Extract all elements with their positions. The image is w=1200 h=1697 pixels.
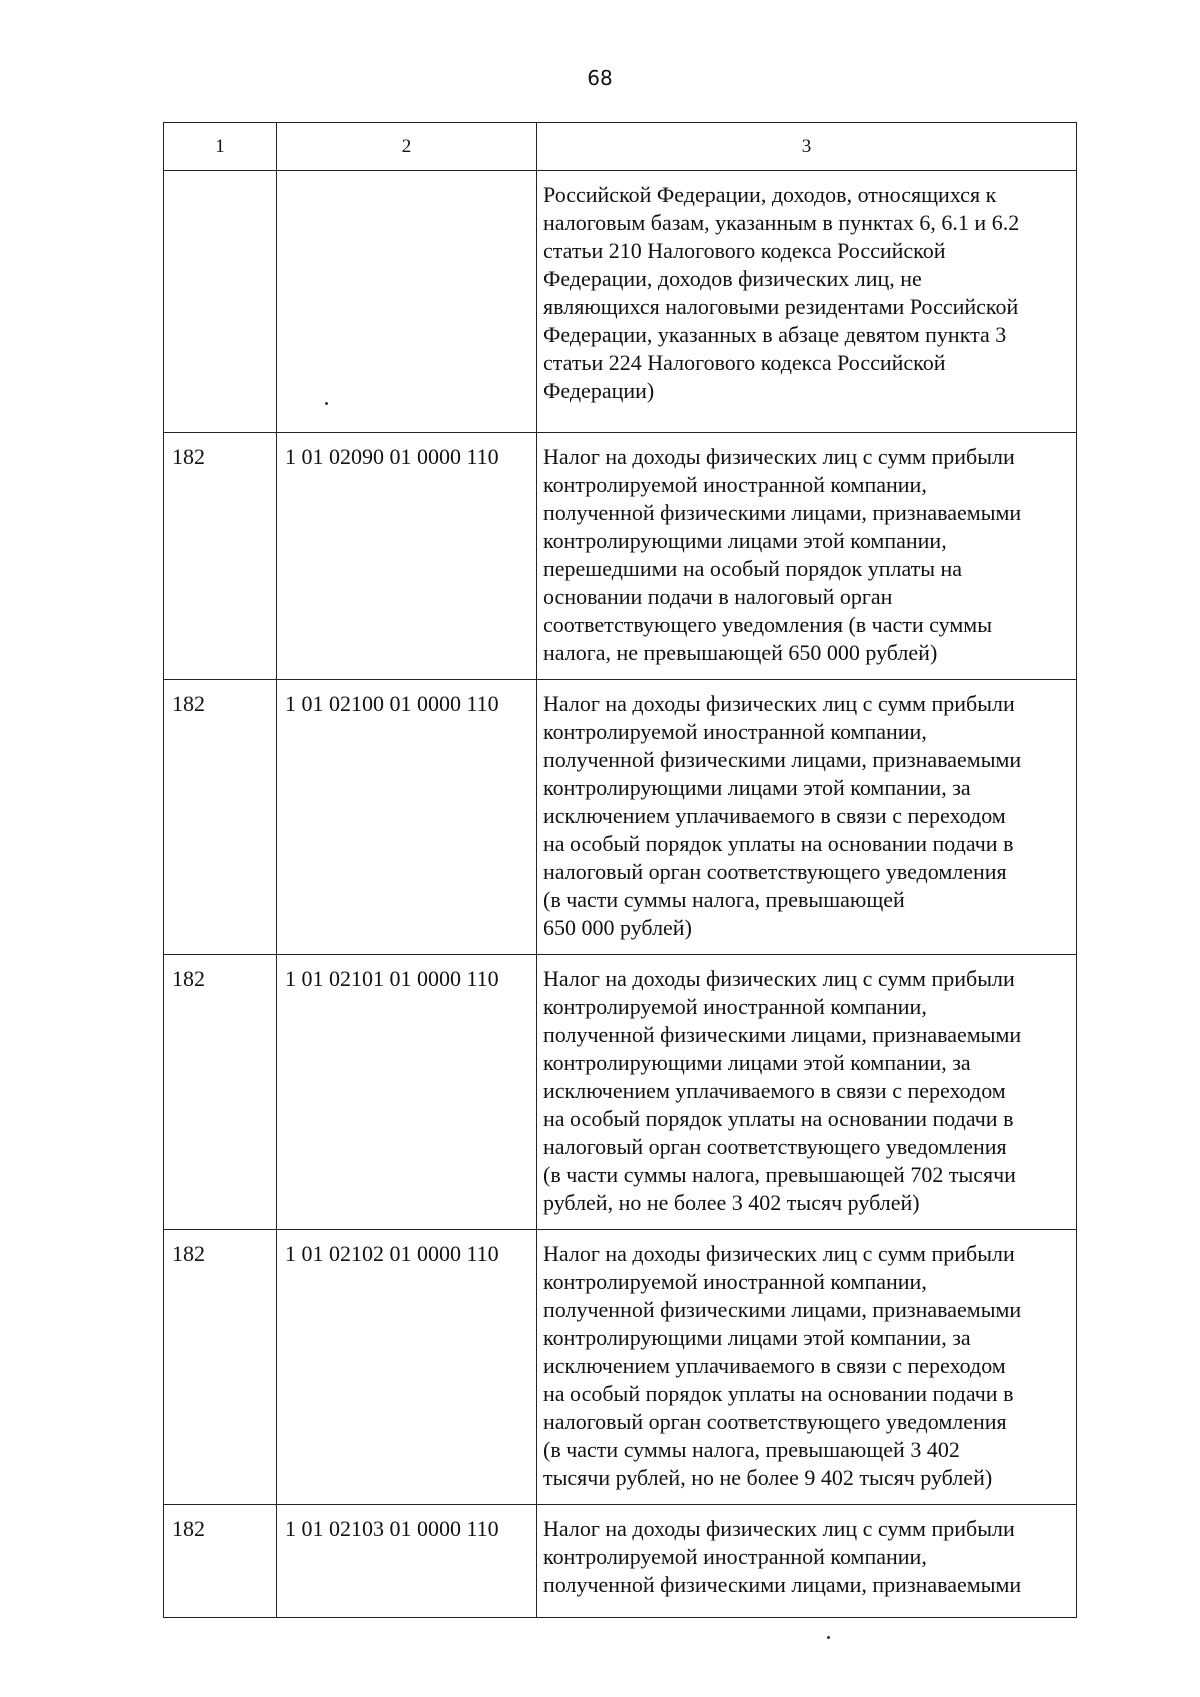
- description-line: налоговый орган соответствующего уведомления: [543, 1409, 1007, 1434]
- description-line: на особый порядок уплаты на основании подачи в: [543, 831, 1014, 856]
- description-cell: [537, 171, 1077, 433]
- description-line: (в части суммы налога, превышающей: [543, 887, 905, 912]
- income-code-cell: [277, 171, 537, 433]
- description-cell: [537, 680, 1077, 955]
- description-line: на особый порядок уплаты на основании подачи в: [543, 1381, 1014, 1406]
- description-line: контролируемой иностранной компании,: [543, 1269, 927, 1294]
- description-line: контролируемой иностранной компании,: [543, 994, 927, 1019]
- header-col-1: 1: [164, 123, 277, 171]
- admin-code-cell: [164, 171, 277, 433]
- income-code-cell: 1 01 02100 01 0000 110: [277, 680, 537, 955]
- description-line: полученной физическими лицами, признаваемыми: [543, 1022, 1022, 1047]
- description-cell: [537, 1505, 1077, 1618]
- table-row: [164, 1505, 1077, 1618]
- description-cell: [537, 433, 1077, 680]
- description-line: полученной физическими лицами, признаваемыми: [543, 500, 1022, 525]
- description-line: налоговый орган соответствующего уведомления: [543, 1134, 1007, 1159]
- income-code-cell: 1 01 02090 01 0000 110: [277, 433, 537, 680]
- description-line: контролируемой иностранной компании,: [543, 719, 927, 744]
- description-line: Налог на доходы физических лиц с сумм прибыли: [543, 1516, 1015, 1541]
- description-line: на особый порядок уплаты на основании подачи в: [543, 1106, 1014, 1131]
- description-line: исключением уплачиваемого в связи с переходом: [543, 1353, 1006, 1378]
- income-code-cell: 1 01 02101 01 0000 110: [277, 955, 537, 1230]
- header-col-2: 2: [277, 123, 537, 171]
- admin-code-cell: 182: [164, 1230, 277, 1505]
- income-code-cell: 1 01 02102 01 0000 110: [277, 1230, 537, 1505]
- description-line: Российской Федерации, доходов, относящихся к: [543, 182, 997, 207]
- description-line: контролируемой иностранной компании,: [543, 472, 927, 497]
- description-line: контролирующими лицами этой компании, за: [543, 1325, 971, 1350]
- table-header-row: [164, 123, 1077, 171]
- admin-code-cell: 182: [164, 433, 277, 680]
- table-header: [164, 123, 1077, 171]
- description-line: полученной физическими лицами, признаваемыми: [543, 1297, 1022, 1322]
- income-code-cell: 1 01 02103 01 0000 110: [277, 1505, 537, 1618]
- admin-code-cell: 182: [164, 680, 277, 955]
- description-line: Налог на доходы физических лиц с сумм прибыли: [543, 691, 1015, 716]
- description-line: контролирующими лицами этой компании,: [543, 528, 947, 553]
- table-row: [164, 171, 1077, 433]
- income-codes-table: [163, 122, 1077, 1618]
- table-body: [164, 171, 1077, 1618]
- header-col-3: 3: [537, 123, 1077, 171]
- table-row: [164, 680, 1077, 955]
- description-line: (в части суммы налога, превышающей 3 402: [543, 1437, 960, 1462]
- description-line: исключением уплачиваемого в связи с переходом: [543, 1078, 1006, 1103]
- description-line: Налог на доходы физических лиц с сумм прибыли: [543, 966, 1015, 991]
- description-cell: [537, 955, 1077, 1230]
- description-cell: [537, 1230, 1077, 1505]
- description-line: (в части суммы налога, превышающей 702 тысячи: [543, 1162, 1016, 1187]
- description-line: Федерации, указанных в абзаце девятом пункта 3: [543, 322, 1007, 347]
- description-line: налога, не превышающей 650 000 рублей): [543, 640, 938, 665]
- description-line: Налог на доходы физических лиц с сумм прибыли: [543, 444, 1015, 469]
- admin-code-cell: 182: [164, 1505, 277, 1618]
- description-line: Налог на доходы физических лиц с сумм прибыли: [543, 1241, 1015, 1266]
- description-line: перешедшими на особый порядок уплаты на: [543, 556, 963, 581]
- table-row: [164, 1230, 1077, 1505]
- description-line: исключением уплачиваемого в связи с переходом: [543, 803, 1006, 828]
- description-line: 650 000 рублей): [543, 915, 692, 940]
- description-line: статьи 224 Налогового кодекса Российской: [543, 350, 946, 375]
- table-row: [164, 433, 1077, 680]
- description-line: Федерации): [543, 378, 655, 403]
- description-line: контролируемой иностранной компании,: [543, 1544, 927, 1569]
- scan-speck: [827, 1636, 830, 1639]
- description-line: рублей, но не более 3 402 тысяч рублей): [543, 1190, 920, 1215]
- page-number: 68: [587, 66, 613, 90]
- table-row: [164, 955, 1077, 1230]
- admin-code-cell: 182: [164, 955, 277, 1230]
- description-line: контролирующими лицами этой компании, за: [543, 1050, 971, 1075]
- description-line: налоговым базам, указанным в пунктах 6, 6.1 и 6.2: [543, 210, 1020, 235]
- description-line: являющихся налоговыми резидентами Российской: [543, 294, 1019, 319]
- description-line: соответствующего уведомления (в части суммы: [543, 612, 992, 637]
- description-line: Федерации, доходов физических лиц, не: [543, 266, 922, 291]
- description-line: тысячи рублей, но не более 9 402 тысяч рублей): [543, 1465, 993, 1490]
- description-line: основании подачи в налоговый орган: [543, 584, 893, 609]
- description-line: статьи 210 Налогового кодекса Российской: [543, 238, 946, 263]
- description-line: полученной физическими лицами, признаваемыми: [543, 1572, 1022, 1597]
- description-line: налоговый орган соответствующего уведомления: [543, 859, 1007, 884]
- scan-speck: [325, 402, 328, 405]
- description-line: полученной физическими лицами, признаваемыми: [543, 747, 1022, 772]
- description-line: контролирующими лицами этой компании, за: [543, 775, 971, 800]
